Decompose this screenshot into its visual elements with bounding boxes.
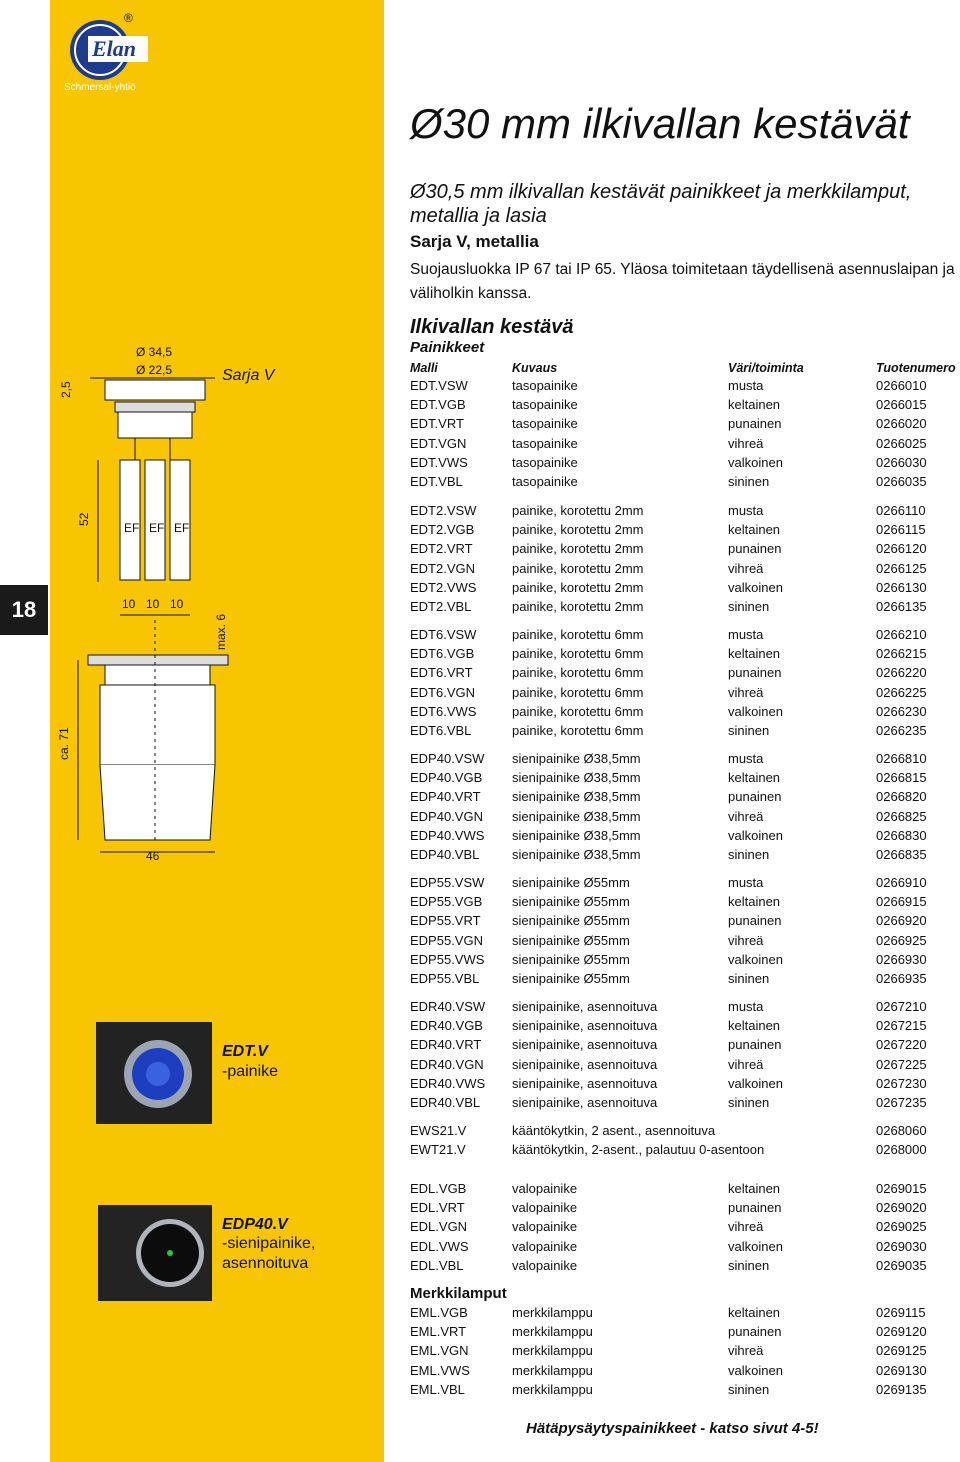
row-color: musta bbox=[728, 378, 764, 393]
row-color: valkoinen bbox=[728, 454, 783, 470]
table-row bbox=[410, 474, 960, 493]
row-color: sininen bbox=[728, 723, 770, 738]
row-model: EDR40.VWS bbox=[410, 1075, 486, 1091]
row-code: 0266225 bbox=[876, 684, 927, 700]
table-row bbox=[410, 436, 960, 455]
table-row bbox=[410, 455, 960, 474]
row-color: musta bbox=[728, 999, 764, 1014]
row-desc: painike, korotettu 2mm bbox=[512, 560, 644, 576]
row-code: 0266815 bbox=[876, 770, 927, 786]
dim-max: max. 6 bbox=[214, 613, 228, 650]
row-model: EDT6.VRT bbox=[410, 665, 473, 681]
row-code: 0266830 bbox=[876, 827, 927, 843]
row-desc: painike, korotettu 6mm bbox=[512, 665, 644, 681]
row-code: 0269030 bbox=[876, 1238, 927, 1254]
row-color: sininen bbox=[728, 847, 770, 862]
row-color: punainen bbox=[728, 789, 782, 805]
table-row bbox=[410, 1123, 960, 1142]
row-code: 0269125 bbox=[876, 1343, 927, 1359]
section-title: Ilkivallan kestävä bbox=[410, 316, 574, 338]
row-color: keltainen bbox=[728, 1018, 781, 1034]
table-row bbox=[410, 599, 960, 618]
row-color: vihreä bbox=[728, 932, 764, 948]
row-color: keltainen bbox=[728, 1305, 781, 1320]
row-desc: painike, korotettu 2mm bbox=[512, 503, 644, 518]
row-code: 0266030 bbox=[876, 454, 927, 470]
row-code: 0266125 bbox=[876, 560, 927, 576]
page-title: Ø30 mm ilkivallan kestävät bbox=[410, 100, 910, 147]
description: Suojausluokka IP 67 tai IP 65. Yläosa toimitetaan täydellisenä asennuslaipan ja väliholkin kanssa. bbox=[410, 261, 955, 302]
table-row bbox=[410, 1076, 960, 1095]
row-code: 0266120 bbox=[876, 541, 927, 557]
col-header-code: Tuotenumero bbox=[876, 361, 956, 375]
row-model: EDT2.VRT bbox=[410, 541, 473, 557]
row-model: EDP55.VWS bbox=[410, 951, 485, 967]
lamps-title: Merkkilamput bbox=[410, 1285, 507, 1302]
row-desc: sienipainike Ø55mm bbox=[512, 894, 630, 910]
row-model: EDR40.VGB bbox=[410, 1018, 483, 1034]
footer-note: Hätäpysäytyspainikkeet - katso sivut 4-5! bbox=[526, 1420, 819, 1437]
row-color: keltainen bbox=[728, 646, 781, 662]
table-row bbox=[410, 894, 960, 913]
row-model: EDT6.VSW bbox=[410, 627, 477, 642]
row-code: 0266130 bbox=[876, 579, 927, 595]
row-code: 0266010 bbox=[876, 378, 927, 393]
dim-h2: 52 bbox=[77, 512, 91, 526]
row-code: 0266230 bbox=[876, 703, 927, 719]
row-color: vihreä bbox=[728, 1343, 764, 1359]
row-model: EDT2.VGN bbox=[410, 560, 476, 576]
row-color: valkoinen bbox=[728, 827, 783, 843]
svg-text:EF: EF bbox=[149, 521, 165, 535]
table-row bbox=[410, 828, 960, 847]
table-row bbox=[410, 1200, 960, 1219]
row-model: EDT6.VGN bbox=[410, 684, 476, 700]
row-desc: tasopainike bbox=[512, 397, 578, 413]
row-model: EDR40.VGN bbox=[410, 1056, 484, 1072]
row-model: EDR40.VBL bbox=[410, 1095, 481, 1110]
row-code: 0266035 bbox=[876, 474, 927, 489]
edp40-button-photo bbox=[98, 1205, 212, 1301]
lamp-row bbox=[410, 1382, 960, 1401]
row-model: EWS21.V bbox=[410, 1123, 467, 1138]
row-color: punainen bbox=[728, 665, 782, 681]
dim-width: 46 bbox=[146, 849, 160, 863]
row-color: valkoinen bbox=[728, 1362, 783, 1378]
row-desc: sienipainike Ø38,5mm bbox=[512, 827, 641, 843]
logo-text: Elan bbox=[92, 36, 137, 61]
col-header-desc: Kuvaus bbox=[512, 361, 558, 375]
dim-total: ca. 71 bbox=[57, 727, 71, 760]
col-header-color: Väri/toiminta bbox=[728, 361, 804, 375]
row-code: 0266810 bbox=[876, 751, 927, 766]
table-row bbox=[410, 723, 960, 742]
row-model: EDP40.VSW bbox=[410, 751, 485, 766]
edt-button-photo bbox=[96, 1022, 212, 1124]
row-desc: tasopainike bbox=[512, 474, 578, 489]
row-model: EDT.VWS bbox=[410, 454, 468, 470]
table-row bbox=[410, 1181, 960, 1200]
row-code: 0266235 bbox=[876, 723, 927, 738]
row-model: EDT.VGB bbox=[410, 397, 466, 413]
row-color: punainen bbox=[728, 1037, 782, 1053]
dim-d2: Ø 22,5 bbox=[136, 363, 173, 377]
row-color: punainen bbox=[728, 1200, 782, 1216]
row-desc: sienipainike Ø55mm bbox=[512, 932, 630, 948]
row-desc: valopainike bbox=[512, 1238, 578, 1254]
row-desc: tasopainike bbox=[512, 454, 578, 470]
table-row bbox=[410, 971, 960, 990]
row-model: EDT2.VSW bbox=[410, 503, 477, 518]
table-row bbox=[410, 789, 960, 808]
row-desc: painike, korotettu 6mm bbox=[512, 703, 644, 719]
row-desc: sienipainike Ø38,5mm bbox=[512, 808, 641, 824]
dim-ef: EF bbox=[124, 521, 140, 535]
row-model: EDP40.VBL bbox=[410, 847, 480, 862]
row-model: EDR40.VSW bbox=[410, 999, 486, 1014]
row-model: EDP55.VGB bbox=[410, 894, 483, 910]
row-color: vihreä bbox=[728, 435, 764, 451]
row-model: EDT.VBL bbox=[410, 474, 463, 489]
row-desc: sienipainike Ø38,5mm bbox=[512, 847, 641, 862]
dim-w1: 10 bbox=[122, 597, 136, 611]
row-desc: sienipainike, asennoituva bbox=[512, 1018, 658, 1034]
row-color: vihreä bbox=[728, 560, 764, 576]
row-desc: painike, korotettu 6mm bbox=[512, 723, 644, 738]
table-row bbox=[410, 1258, 960, 1277]
row-model: EDP55.VGN bbox=[410, 932, 483, 948]
row-desc: painike, korotettu 2mm bbox=[512, 599, 644, 614]
row-color: musta bbox=[728, 627, 764, 642]
svg-text:EF: EF bbox=[174, 521, 190, 535]
row-code: 0266935 bbox=[876, 971, 927, 986]
row-code: 0266930 bbox=[876, 951, 927, 967]
page-number-tab: 18 bbox=[0, 585, 48, 635]
table-row bbox=[410, 1142, 960, 1161]
row-model: EDP40.VWS bbox=[410, 827, 485, 843]
table-row bbox=[410, 1219, 960, 1238]
row-desc: sienipainike Ø55mm bbox=[512, 875, 630, 890]
table-row bbox=[410, 580, 960, 599]
row-color: musta bbox=[728, 875, 764, 890]
table-row bbox=[410, 561, 960, 580]
row-code: 0266825 bbox=[876, 808, 927, 824]
table-row bbox=[410, 1057, 960, 1076]
lamp-row bbox=[410, 1324, 960, 1343]
row-color: vihreä bbox=[728, 1219, 764, 1235]
row-color: punainen bbox=[728, 913, 782, 929]
row-model: EDT2.VBL bbox=[410, 599, 472, 614]
row-model: EDL.VBL bbox=[410, 1257, 464, 1273]
row-model: EDL.VWS bbox=[410, 1238, 469, 1254]
table-row bbox=[410, 809, 960, 828]
table-row bbox=[410, 952, 960, 971]
subtitle: Ø30,5 mm ilkivallan kestävät painikkeet ja merkkilamput, metallia ja lasia bbox=[410, 181, 912, 227]
row-color: valkoinen bbox=[728, 1075, 783, 1091]
row-color: valkoinen bbox=[728, 579, 783, 595]
row-desc: tasopainike bbox=[512, 378, 578, 393]
row-model: EDT2.VWS bbox=[410, 579, 477, 595]
row-model: EDP40.VGB bbox=[410, 770, 483, 786]
dim-d1: Ø 34,5 bbox=[136, 345, 173, 359]
row-desc: merkkilamppu bbox=[512, 1343, 593, 1359]
row-color: keltainen bbox=[728, 397, 781, 413]
row-model: EML.VBL bbox=[410, 1381, 465, 1397]
row-desc: valopainike bbox=[512, 1219, 578, 1235]
table-row bbox=[410, 847, 960, 866]
dim-h1: 2,5 bbox=[59, 381, 73, 398]
row-code: 0269120 bbox=[876, 1324, 927, 1340]
row-model: EML.VGN bbox=[410, 1343, 469, 1359]
row-desc: sienipainike Ø55mm bbox=[512, 971, 630, 986]
row-color: sininen bbox=[728, 599, 770, 614]
row-desc: valopainike bbox=[512, 1181, 578, 1196]
row-desc: tasopainike bbox=[512, 416, 578, 432]
lamp-row bbox=[410, 1343, 960, 1362]
row-desc: painike, korotettu 2mm bbox=[512, 522, 644, 538]
row-color: musta bbox=[728, 751, 764, 766]
row-color: keltainen bbox=[728, 770, 781, 786]
row-code: 0266015 bbox=[876, 397, 927, 413]
row-desc: sienipainike, asennoituva bbox=[512, 999, 658, 1014]
row-code: 0267235 bbox=[876, 1095, 927, 1110]
table-row bbox=[410, 751, 960, 770]
row-model: EDT6.VGB bbox=[410, 646, 475, 662]
table-row bbox=[410, 665, 960, 684]
row-model: EDP40.VRT bbox=[410, 789, 481, 805]
row-model: EML.VGB bbox=[410, 1305, 468, 1320]
table-row bbox=[410, 999, 960, 1018]
series-label: Sarja V bbox=[222, 367, 275, 384]
row-code: 0266215 bbox=[876, 646, 927, 662]
row-color: keltainen bbox=[728, 1181, 781, 1196]
col-header-model: Malli bbox=[410, 361, 438, 375]
row-desc: painike, korotettu 6mm bbox=[512, 646, 644, 662]
row-desc: kääntökytkin, 2-asent., palautuu 0-asentoon bbox=[512, 1142, 765, 1158]
row-desc: sienipainike, asennoituva bbox=[512, 1037, 658, 1053]
row-code: 0267230 bbox=[876, 1075, 927, 1091]
row-color: musta bbox=[728, 503, 764, 518]
row-color: punainen bbox=[728, 541, 782, 557]
row-color: vihreä bbox=[728, 684, 764, 700]
photo2-caption: -sienipainike, asennoituva bbox=[222, 1235, 316, 1272]
row-desc: merkkilamppu bbox=[512, 1324, 593, 1340]
row-code: 0269115 bbox=[876, 1305, 926, 1320]
row-color: punainen bbox=[728, 416, 782, 432]
row-code: 0269135 bbox=[876, 1381, 927, 1397]
dim-w2: 10 bbox=[146, 597, 160, 611]
table-row bbox=[410, 913, 960, 932]
row-desc: sienipainike Ø38,5mm bbox=[512, 789, 641, 805]
row-code: 0267215 bbox=[876, 1018, 927, 1034]
table-row bbox=[410, 685, 960, 704]
table-row bbox=[410, 1037, 960, 1056]
row-model: EDT6.VBL bbox=[410, 723, 472, 738]
row-model: EDR40.VRT bbox=[410, 1037, 482, 1053]
table-row bbox=[410, 1239, 960, 1258]
row-desc: merkkilamppu bbox=[512, 1381, 593, 1397]
row-color: sininen bbox=[728, 474, 770, 489]
row-model: EDL.VGB bbox=[410, 1181, 467, 1196]
table-row bbox=[410, 875, 960, 894]
row-model: EDL.VGN bbox=[410, 1219, 468, 1235]
table-row bbox=[410, 541, 960, 560]
row-model: EDP55.VSW bbox=[410, 875, 485, 890]
row-model: EWT21.V bbox=[410, 1142, 466, 1158]
table-row bbox=[410, 503, 960, 522]
lamp-row bbox=[410, 1363, 960, 1382]
row-code: 0269020 bbox=[876, 1200, 927, 1216]
row-desc: tasopainike bbox=[512, 435, 578, 451]
row-code: 0266920 bbox=[876, 913, 927, 929]
row-code: 0269015 bbox=[876, 1181, 927, 1196]
row-desc: merkkilamppu bbox=[512, 1362, 593, 1378]
row-desc: merkkilamppu bbox=[512, 1305, 593, 1320]
row-code: 0266220 bbox=[876, 665, 927, 681]
row-color: vihreä bbox=[728, 808, 764, 824]
registered-mark: ® bbox=[124, 11, 133, 25]
table-row bbox=[410, 627, 960, 646]
row-code: 0266835 bbox=[876, 847, 927, 862]
brand-tagline: Schmersal-yhtiö bbox=[64, 82, 136, 93]
row-model: EDT.VRT bbox=[410, 416, 464, 432]
row-code: 0266915 bbox=[876, 894, 927, 910]
row-model: EDT2.VGB bbox=[410, 522, 475, 538]
dim-w3: 10 bbox=[170, 597, 184, 611]
row-code: 0269025 bbox=[876, 1219, 927, 1235]
row-code: 0266110 bbox=[876, 503, 926, 518]
row-desc: sienipainike, asennoituva bbox=[512, 1056, 658, 1072]
subsection-title: Painikkeet bbox=[410, 339, 485, 356]
photo1-caption: -painike bbox=[222, 1063, 279, 1080]
row-color: sininen bbox=[728, 971, 770, 986]
table-row bbox=[410, 397, 960, 416]
photo2-model: EDP40.V bbox=[222, 1216, 288, 1233]
row-model: EDP40.VGN bbox=[410, 808, 483, 824]
row-desc: painike, korotettu 2mm bbox=[512, 579, 644, 595]
series-line: Sarja V, metallia bbox=[410, 232, 539, 251]
row-desc: valopainike bbox=[512, 1257, 578, 1273]
row-color: vihreä bbox=[728, 1056, 764, 1072]
row-code: 0266925 bbox=[876, 932, 927, 948]
row-code: 0266025 bbox=[876, 435, 927, 451]
table-row bbox=[410, 1018, 960, 1037]
row-code: 0266115 bbox=[876, 522, 926, 538]
row-model: EDP55.VRT bbox=[410, 913, 481, 929]
table-row bbox=[410, 933, 960, 952]
row-color: keltainen bbox=[728, 894, 781, 910]
row-code: 0266135 bbox=[876, 599, 927, 614]
row-desc: sienipainike Ø55mm bbox=[512, 913, 630, 929]
row-code: 0266020 bbox=[876, 416, 927, 432]
row-model: EDP55.VBL bbox=[410, 971, 480, 986]
table-row bbox=[410, 378, 960, 397]
row-code: 0267220 bbox=[876, 1037, 927, 1053]
row-model: EDL.VRT bbox=[410, 1200, 465, 1216]
row-desc: sienipainike, asennoituva bbox=[512, 1095, 658, 1110]
row-code: 0268060 bbox=[876, 1123, 927, 1138]
row-desc: sienipainike Ø55mm bbox=[512, 951, 630, 967]
row-color: valkoinen bbox=[728, 951, 783, 967]
row-model: EML.VRT bbox=[410, 1324, 467, 1340]
table-row bbox=[410, 770, 960, 789]
row-code: 0269130 bbox=[876, 1362, 927, 1378]
table-row bbox=[410, 522, 960, 541]
row-desc: painike, korotettu 6mm bbox=[512, 627, 644, 642]
row-color: valkoinen bbox=[728, 703, 783, 719]
lamp-row bbox=[410, 1305, 960, 1324]
row-model: EML.VWS bbox=[410, 1362, 470, 1378]
row-code: 0267210 bbox=[876, 999, 927, 1014]
table-row bbox=[410, 416, 960, 435]
row-desc: sienipainike, asennoituva bbox=[512, 1075, 658, 1091]
photo1-model: EDT.V bbox=[222, 1043, 268, 1060]
row-model: EDT6.VWS bbox=[410, 703, 477, 719]
row-code: 0266910 bbox=[876, 875, 927, 890]
row-code: 0267225 bbox=[876, 1056, 927, 1072]
row-color: punainen bbox=[728, 1324, 782, 1340]
row-model: EDT.VSW bbox=[410, 378, 468, 393]
row-desc: kääntökytkin, 2 asent., asennoituva bbox=[512, 1123, 716, 1138]
table-row bbox=[410, 646, 960, 665]
row-code: 0268000 bbox=[876, 1142, 927, 1158]
row-desc: painike, korotettu 6mm bbox=[512, 684, 644, 700]
row-desc: valopainike bbox=[512, 1200, 578, 1216]
table-row bbox=[410, 1095, 960, 1114]
row-desc: sienipainike Ø38,5mm bbox=[512, 751, 641, 766]
table-row bbox=[410, 704, 960, 723]
row-code: 0266820 bbox=[876, 789, 927, 805]
row-code: 0266210 bbox=[876, 627, 927, 642]
row-code: 0269035 bbox=[876, 1257, 927, 1273]
row-desc: painike, korotettu 2mm bbox=[512, 541, 644, 557]
dimension-drawing bbox=[50, 320, 384, 880]
row-color: sininen bbox=[728, 1381, 770, 1397]
row-color: valkoinen bbox=[728, 1238, 783, 1254]
row-model: EDT.VGN bbox=[410, 435, 467, 451]
row-color: sininen bbox=[728, 1257, 770, 1273]
row-color: keltainen bbox=[728, 522, 781, 538]
row-desc: sienipainike Ø38,5mm bbox=[512, 770, 641, 786]
row-color: sininen bbox=[728, 1095, 770, 1110]
